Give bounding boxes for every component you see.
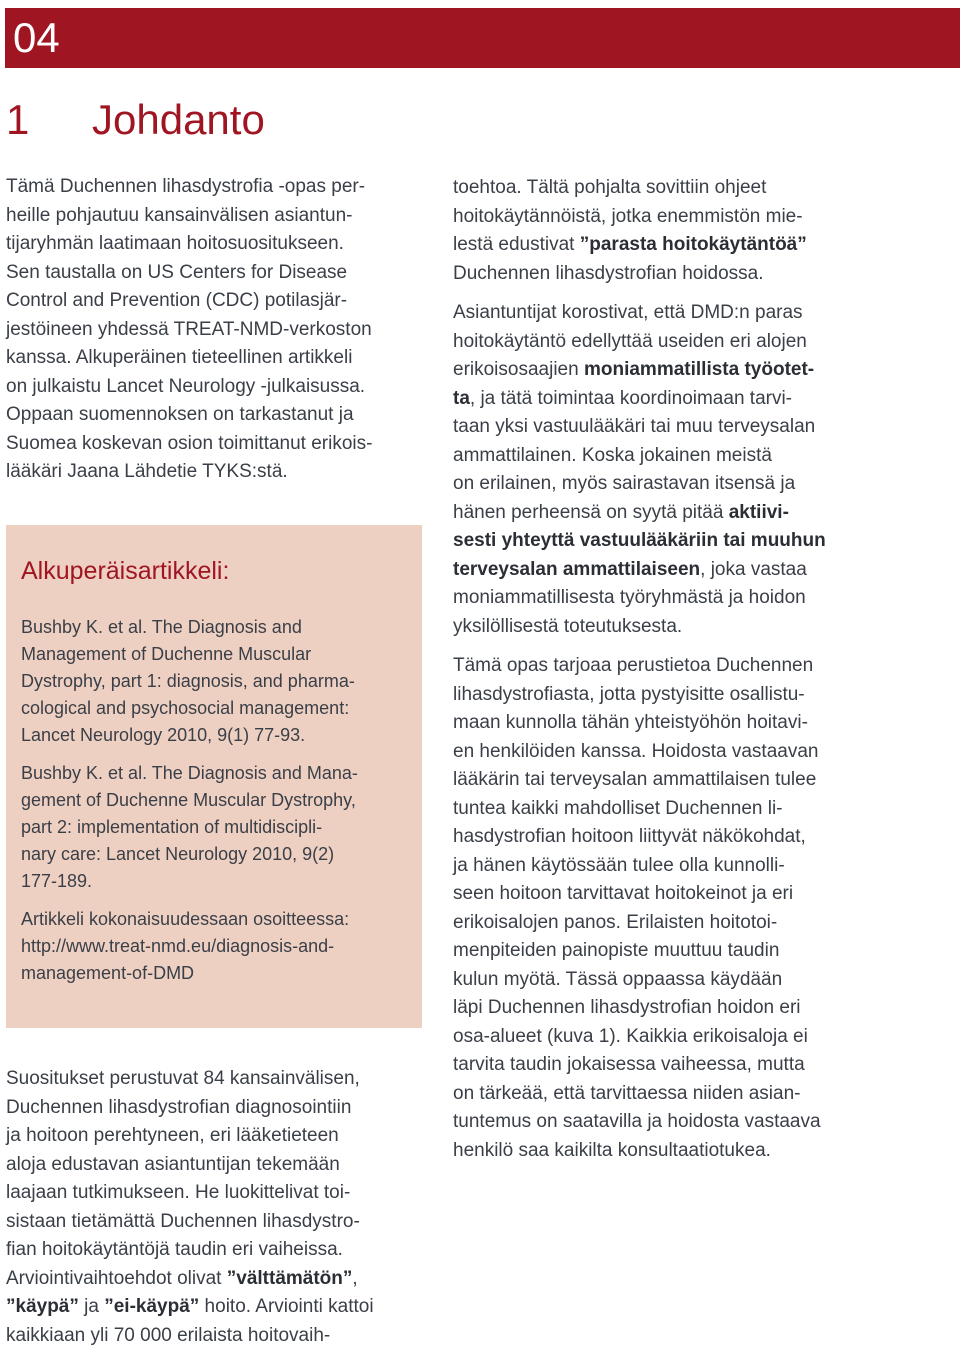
reference-item — [21, 760, 411, 895]
text-line: laajaan tutkimukseen. He luokittelivat toi- — [6, 1182, 351, 1203]
text-line: Lancet Neurology 2010, 9(1) 77-93. — [21, 725, 306, 745]
text-line: tijaryhmän laatimaan hoitosuositukseen. — [6, 233, 344, 254]
text-line: Tämä opas tarjoaa perustietoa Duchennen — [453, 655, 814, 676]
text-line — [453, 556, 873, 585]
text-line — [453, 499, 873, 528]
text-line: heille pohjautuu kansainvälisen asiantun- — [6, 204, 353, 226]
bold-term: ”välttämätön” — [226, 1267, 353, 1289]
text-line: hoitokäytännöistä, jotka enemmistön mie- — [453, 205, 803, 227]
text-line: yksilöllisestä toteutuksesta. — [453, 615, 683, 637]
text-line: taan yksi vastuulääkäri tai muu terveysalan — [453, 416, 816, 437]
text-line: toehtoa. Tältä pohjalta sovittiin ohjeet — [453, 177, 767, 198]
text-span: ja — [78, 1296, 105, 1317]
text-line: henkilö saa kaikilta konsultaatiotukea. — [453, 1139, 771, 1161]
text-span: Arviointivaihtoehdot olivat — [6, 1267, 227, 1289]
text-line: part 2: implementation of multidiscipli- — [21, 817, 323, 837]
article-link[interactable]: http://www.treat-nmd.eu/diagnosis-and- — [21, 936, 335, 956]
bold-term: aktiivi- — [728, 501, 789, 523]
reference-list — [21, 614, 411, 987]
text-line — [453, 385, 873, 414]
text-line: Suositukset perustuvat 84 kansainvälisen, — [6, 1068, 360, 1089]
reference-box — [6, 525, 422, 1028]
text-line: hoitokäytäntö edellyttää useiden eri alojen — [453, 330, 807, 352]
text-line: maan kunnolla tähän yhteistyöhön hoitavi- — [453, 712, 808, 733]
text-line: 177-189. — [21, 871, 93, 891]
text-span: hänen perheensä on syytä pitää — [453, 501, 729, 523]
text-line: Duchennen lihasdystrofian hoidossa. — [453, 262, 764, 284]
bold-term: moniammatillista työotet- — [583, 359, 815, 380]
text-line — [453, 231, 873, 260]
text-span: hoito. Arviointi kattoi — [199, 1296, 374, 1317]
section-title-text: Johdanto — [92, 96, 265, 143]
bold-term: sesti yhteyttä vastuulääkäriin tai muuhun — [453, 530, 826, 551]
text-line: ja hoitoon perehtyneen, eri lääketieteen — [6, 1125, 339, 1146]
text-line: nary care: Lancet Neurology 2010, 9(2) — [21, 844, 335, 864]
text-line: tuntea kaikki mahdolliset Duchennen li- — [453, 797, 783, 819]
text-span: lestä edustivat — [453, 234, 580, 255]
text-line: seen hoitoon tarvittavat hoitokeinot ja eri — [453, 883, 794, 904]
text-line: Suomea koskevan osion toimittanut erikois- — [6, 432, 373, 454]
text-line: ja hänen käytössään tulee olla kunnolli- — [453, 854, 785, 876]
right-column — [453, 174, 873, 1165]
text-line: läpi Duchennen lihasdystrofian hoidon eri — [453, 997, 801, 1018]
text-line: Bushby K. et al. The Diagnosis and — [21, 617, 302, 637]
text-line — [453, 356, 873, 385]
text-line: Bushby K. et al. The Diagnosis and Mana- — [21, 763, 358, 783]
reference-heading: Alkuperäisartikkeli: — [21, 557, 230, 585]
text-line: ammattilainen. Koska jokainen meistä — [453, 444, 772, 466]
intro-paragraph — [6, 173, 421, 487]
article-link[interactable]: management-of-DMD — [21, 963, 195, 983]
text-span: erikoisosaajien — [453, 359, 584, 380]
text-line: on julkaistu Lancet Neurology -julkaisussa. — [6, 375, 366, 397]
text-line: osa-alueet (kuva 1). Kaikkia erikoisaloja ei — [453, 1025, 808, 1047]
text-line: lääkäri Jaana Lähdetie TYKS:stä. — [6, 461, 288, 482]
text-line — [6, 1293, 426, 1322]
text-line: lihasdystrofiasta, jotta pystyisitte osallistu- — [453, 683, 805, 705]
text-line: kanssa. Alkuperäinen tieteellinen artikkeli — [6, 347, 353, 368]
bold-term: ta — [453, 387, 470, 409]
bold-term: ”ei-käypä” — [104, 1296, 200, 1317]
text-line: kulun myötä. Tässä oppaassa käydään — [453, 968, 783, 990]
reference-item — [21, 614, 411, 749]
chapter-number: 04 — [13, 14, 60, 61]
text-line: aloja edustavan asiantuntijan tekemään — [6, 1153, 340, 1175]
section-title — [6, 96, 265, 144]
paragraph — [453, 299, 873, 641]
text-line: Duchennen lihasdystrofian diagnosointiin — [6, 1096, 352, 1118]
text-line — [453, 527, 873, 556]
text-line: tarvita taudin jokaisessa vaiheessa, mutta — [453, 1054, 805, 1075]
bold-term: terveysalan ammattilaiseen — [453, 558, 701, 580]
text-line: Oppaan suomennoksen on tarkastanut ja — [6, 404, 354, 425]
text-line: Sen taustalla on US Centers for Disease — [6, 261, 348, 283]
text-line: hasdystrofian hoitoon liittyvät näkökohdat, — [453, 826, 806, 847]
text-line: erikoisalojen panos. Erilaisten hoitotoi- — [453, 911, 778, 933]
text-line: moniammatillisesta työryhmästä ja hoidon — [453, 587, 806, 608]
recommendations-paragraph — [6, 1065, 426, 1350]
text-line: menpiteiden painopiste muuttuu taudin — [453, 940, 780, 961]
text-span: , joka vastaa — [700, 558, 807, 580]
chapter-header-bar — [5, 8, 960, 68]
article-link-block — [21, 906, 411, 987]
text-line: on tärkeää, että tarvittaessa niiden asian- — [453, 1082, 801, 1104]
text-span: , — [352, 1267, 358, 1289]
bold-term: ”käypä” — [6, 1296, 79, 1317]
text-line: cological and psychosocial management: — [21, 698, 350, 718]
text-line: tuntemus on saatavilla ja hoidosta vastaava — [453, 1111, 821, 1132]
text-line: Artikkeli kokonaisuudessaan osoitteessa: — [21, 909, 350, 929]
text-line: Tämä Duchennen lihasdystrofia -opas per- — [6, 176, 366, 197]
text-line: sistaan tietämättä Duchennen lihasdystro- — [6, 1210, 360, 1232]
text-line: en henkilöiden kanssa. Hoidosta vastaavan — [453, 740, 819, 762]
section-number: 1 — [6, 96, 30, 143]
bold-term: ”parasta hoitokäytäntöä” — [579, 234, 807, 255]
text-line: jestöineen yhdessä TREAT-NMD-verkoston — [6, 318, 372, 340]
text-span: , ja tätä toimintaa koordinoimaan tarvi- — [469, 387, 793, 409]
text-line: fian hoitokäytäntöjä taudin eri vaiheissa. — [6, 1239, 343, 1260]
text-line: Dystrophy, part 1: diagnosis, and pharma- — [21, 671, 355, 691]
text-line: kaikkiaan yli 70 000 erilaista hoitovaih- — [6, 1324, 331, 1346]
text-line: on erilainen, myös sairastavan itsensä ja — [453, 473, 796, 494]
text-line: Control and Prevention (CDC) potilasjär- — [6, 290, 348, 311]
text-line: gement of Duchenne Muscular Dystrophy, — [21, 790, 356, 810]
text-line: lääkärin tai terveysalan ammattilaisen tulee — [453, 769, 817, 790]
text-line — [6, 1265, 426, 1294]
text-line: Asiantuntijat korostivat, että DMD:n paras — [453, 302, 803, 323]
paragraph — [453, 652, 873, 1165]
text-line: Management of Duchenne Muscular — [21, 644, 312, 664]
paragraph — [453, 174, 873, 288]
